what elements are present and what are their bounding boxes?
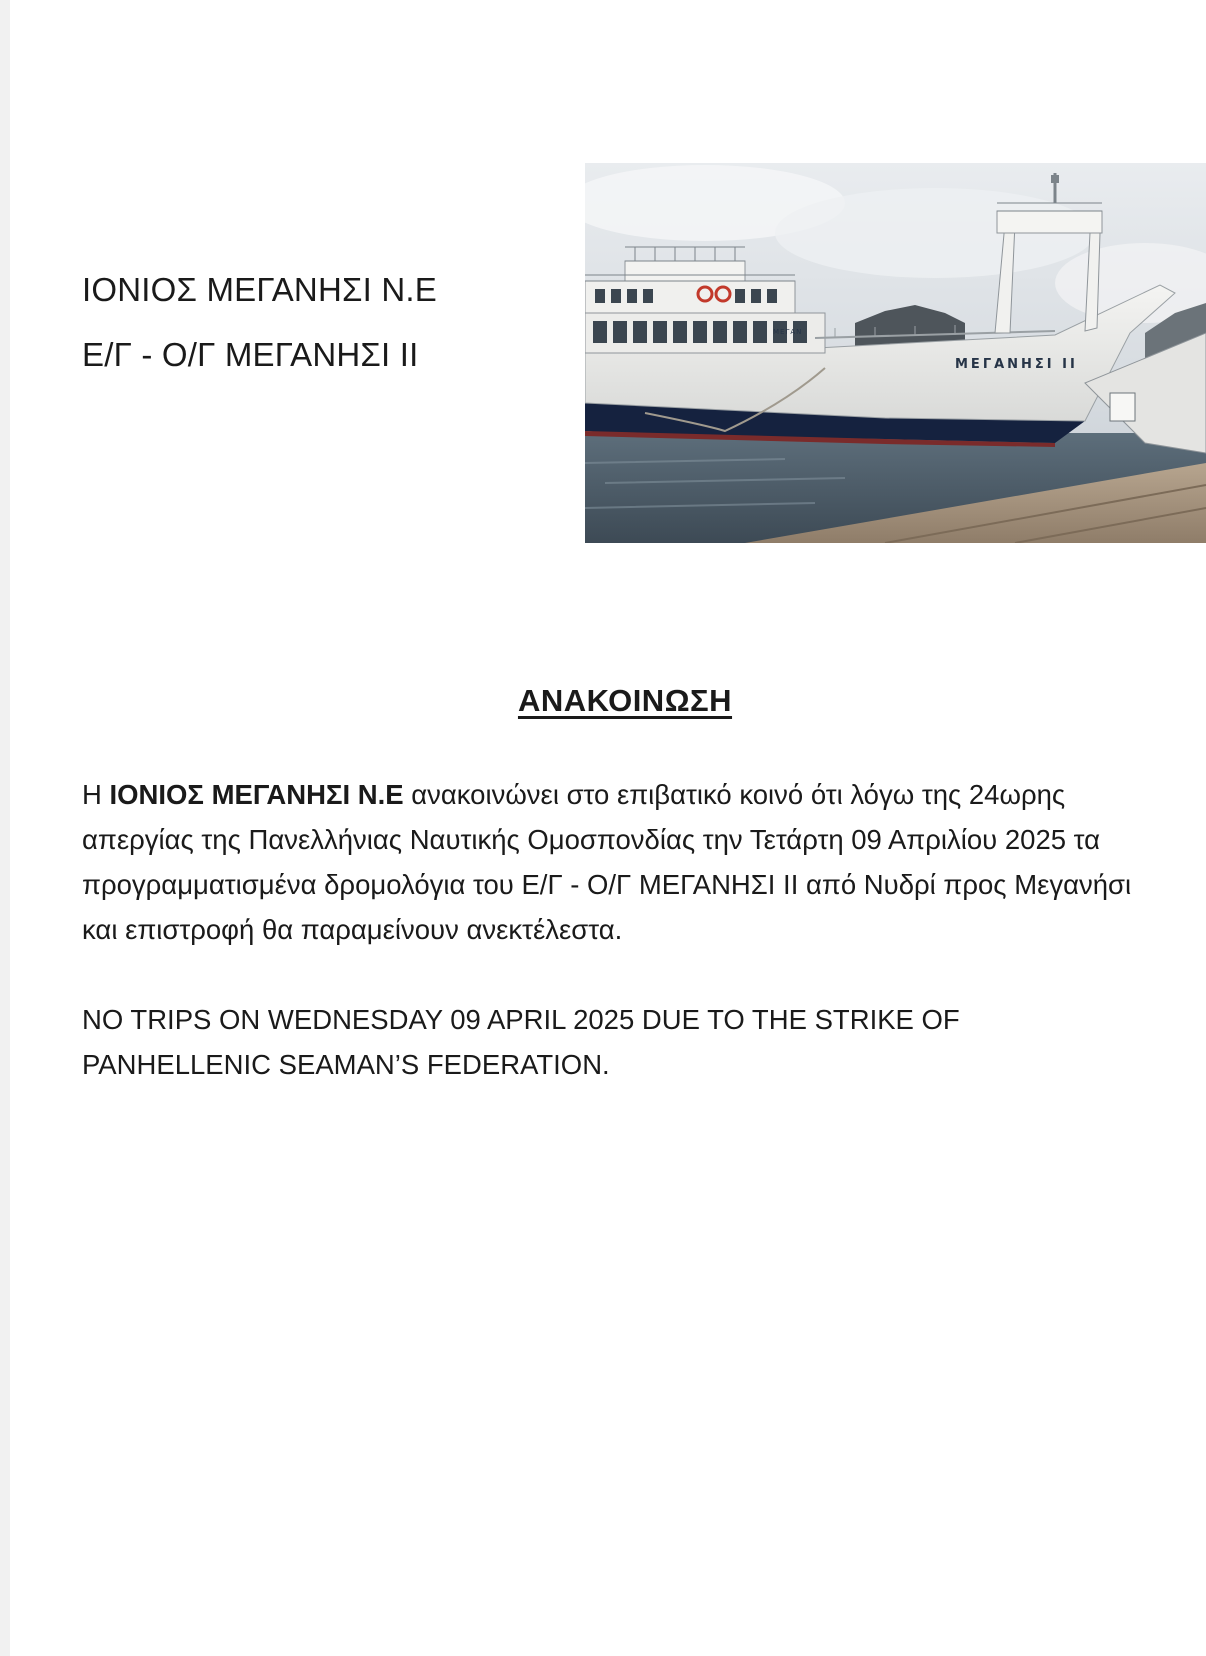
ferry-photo	[585, 163, 1206, 543]
header-block	[82, 270, 437, 400]
english-paragraph: NO TRIPS ON WEDNESDAY 09 APRIL 2025 DUE TO THE STRIKE OF PANHELLENIC SEAMAN’S FEDERATION.	[82, 1004, 960, 1080]
greek-prefix: Η	[82, 779, 102, 810]
hull-name-text: ΜΕΓΑΝΗΣΙ ΙΙ	[955, 357, 1078, 372]
announcement-body	[82, 772, 1182, 1087]
vessel-name: Ε/Γ - Ο/Γ ΜΕΓΑΝΗΣΙ ΙΙ	[82, 336, 419, 373]
company-name-bold: ΙΟΝΙΟΣ ΜΕΓΑΝΗΣΙ Ν.Ε	[109, 779, 404, 810]
company-name: ΙΟΝΙΟΣ ΜΕΓΑΝΗΣΙ Ν.Ε	[82, 271, 437, 308]
greek-text: ανακοινώνει στο επιβατικό κοινό ότι λόγω της 24ωρης απεργίας της Πανελλήνιας Ναυτικής Ομοσπονδίας την Τετάρτη 09 Απριλίου 2025 τα προγραμματισμένα δρομολόγια του Ε/Γ - Ο/Γ ΜΕΓΑΝΗΣΙ ΙΙ από Νυδρί προς Μεγανήσι και επιστροφή θα παραμείνουν ανεκτέλεστα.	[82, 779, 1132, 945]
side-name-text: ΜΕΓΑΝ	[773, 328, 803, 336]
greek-paragraph	[82, 772, 1172, 952]
page-edge	[0, 0, 10, 1656]
announcement-title: ΑΝΑΚΟΙΝΩΣΗ	[517, 683, 733, 718]
